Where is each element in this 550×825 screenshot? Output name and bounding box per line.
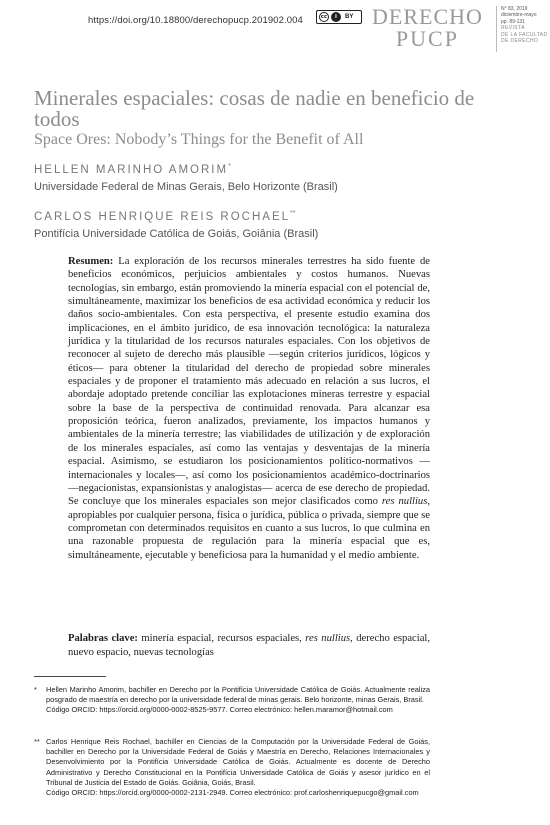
footnote-2-orcid[interactable]: Código ORCID: https://orcid.org/0000-0002-2131-2949. Correo electrónico: prof.carloshenriquepucgo@gmail.com xyxy=(46,788,419,798)
keywords-text-start: minería espacial, recursos espaciales, xyxy=(141,633,302,644)
issue-meta xyxy=(501,6,549,44)
abstract-label: Resumen: xyxy=(68,256,114,267)
abstract-text-end: , apropiables por cualquier persona, física o jurídica, pública o privada, siempre que se comprometan con determinados requisitos en cuanto a sus lucros, lo que culmina en una razonable propuesta de regulación para la minería espacial que es, simultáneamente, ejecutable y beneficiosa para la humanidad y el medio ambiente. xyxy=(68,496,431,561)
abstract-italic-term: res nullius xyxy=(381,496,428,508)
author-1-footnote-mark[interactable]: * xyxy=(228,163,231,170)
footnote-divider xyxy=(34,676,106,677)
author-2-affiliation: Pontifícia Universidade Católica de Goiás, Goiânia (Brasil) xyxy=(34,228,319,240)
attribution-icon: i xyxy=(331,12,341,22)
footnote-2-text: Carlos Henrique Reis Rochael, bachiller en Ciencias de la Computación por la Universidade Federal de Goiás, bachiller en Derecho por la Universidade Federal de Goiás y Maestría en Derecho, Relaciones Internacionales y Desenvolvimiento por la Pontifícia Universidade Católica de Goiás. Actualmente es docente de Derecho Administrativo y Derecho Constitucional en la Pontifícia Universidade Católica de Goiás y asesor jurídico en el Tribunal de Justicia del Estado de Goiás. Goiânia, Goiás, Brasil. xyxy=(46,737,430,787)
author-1-affiliation: Universidade Federal de Minas Gerais, Belo Horizonte (Brasil) xyxy=(34,181,338,193)
revista-line3: DE DERECHO xyxy=(501,38,539,45)
issue-period: diciembre-mayo xyxy=(501,12,537,19)
page-header xyxy=(0,0,550,60)
journal-logo xyxy=(372,6,483,50)
cc-icon: cc xyxy=(320,14,328,20)
issue-pages: pp. 89-131 xyxy=(501,18,525,25)
footnote-1-text: Hellen Marinho Amorim, bachiller en Derecho por la Pontifícia Universidade Católica de Goiás. Actualmente realiza posgrado de maestría en derecho por la universidade federal de minas gerais. Belo horizonte, minas Gerais, Brasil. xyxy=(46,685,430,705)
revista-line2: DE LA FACULTAD xyxy=(501,31,548,38)
article-subtitle: Space Ores: Nobody’s Things for the Benefit of All xyxy=(34,131,364,148)
footnote-1-orcid[interactable]: Código ORCID: https://orcid.org/0000-0002-8525-9577. Correo electrónico: hellen.maramor@hotmail.com xyxy=(46,705,393,715)
keywords-italic-term: res nullius xyxy=(305,633,351,644)
issue-number: N° 83, 2019 xyxy=(501,6,528,12)
keywords-text-end: , derecho espacial, nuevo espacio, nuevas tecnologías xyxy=(68,633,430,658)
keywords xyxy=(68,632,430,659)
journal-logo-line1: DERECHO xyxy=(372,4,483,29)
journal-logo-line2: PUCP xyxy=(395,26,459,51)
keywords-label: Palabras clave: xyxy=(68,633,138,644)
author-2-footnote-mark[interactable]: ** xyxy=(290,210,296,217)
footnote-2-mark: ** xyxy=(34,737,40,746)
footnote-2 xyxy=(34,737,430,798)
cc-license-badge[interactable] xyxy=(316,10,362,24)
doi-link[interactable]: https://doi.org/10.18800/derechopucp.201902.004 xyxy=(88,15,303,26)
footnote-1 xyxy=(34,685,430,716)
footnote-1-mark: * xyxy=(34,685,37,694)
logo-divider xyxy=(496,6,497,52)
article-title: Minerales espaciales: cosas de nadie en beneficio de todos xyxy=(34,86,475,131)
license-by-label: BY xyxy=(345,14,354,20)
abstract-text: La exploración de los recursos minerales terrestres ha sido fuente de beneficios económicos, perjuicios ambientales y costos humanos. Nuevas tecnologías, sin embargo, están promoviendo la minería espacial con el potencial de, simultáneamente, maximizar los beneficios de esa actividad económica y reducir los daños socio-ambientales. Con esta perspectiva, el presente estudio examina dos implicaciones, en el ámbito jurídico, de esa innovación tecnológica: la naturaleza jurídica y la titularidad de los recursos naturales espaciales. Con los objetivos de reconocer al sujeto de derecho más plausible —según criterios jurídicos, lógicos y éticos— para obtener la titularidad del derecho de propiedad sobre minerales espaciales y de proponer el tratamiento más adecuado en relación a sus lucros, el abordaje adoptado pretende conciliar las explotaciones mineras terrestre y espacial sobre la base de la perspectiva de continuidad renovada. Para alcanzar esa proposición teórica, fueron analizados, previamente, los impactos humanos y ambientales de la minería terrestre; las viabilidades de utilización y de exploración de los minerales espaciales, así como las ventajas y desventajas de la minería espacial. Asimismo, se estudiaron los posicionamientos político-normativos —internacionales y locales—, así como los posicionamientos académico-doctrinarios —negacionistas, expansionistas y analogistas— acerca de ese derecho de propiedad. Se concluye que los minerales espaciales son mejor clasificados como xyxy=(68,256,430,508)
revista-line1: REVISTA xyxy=(501,25,525,32)
abstract xyxy=(68,255,430,562)
author-2-name-text: CARLOS HENRIQUE REIS ROCHAEL xyxy=(34,210,291,223)
author-1-name xyxy=(34,163,231,176)
author-2-name xyxy=(34,210,295,223)
author-1-name-text: HELLEN MARINHO AMORIM xyxy=(34,163,229,176)
